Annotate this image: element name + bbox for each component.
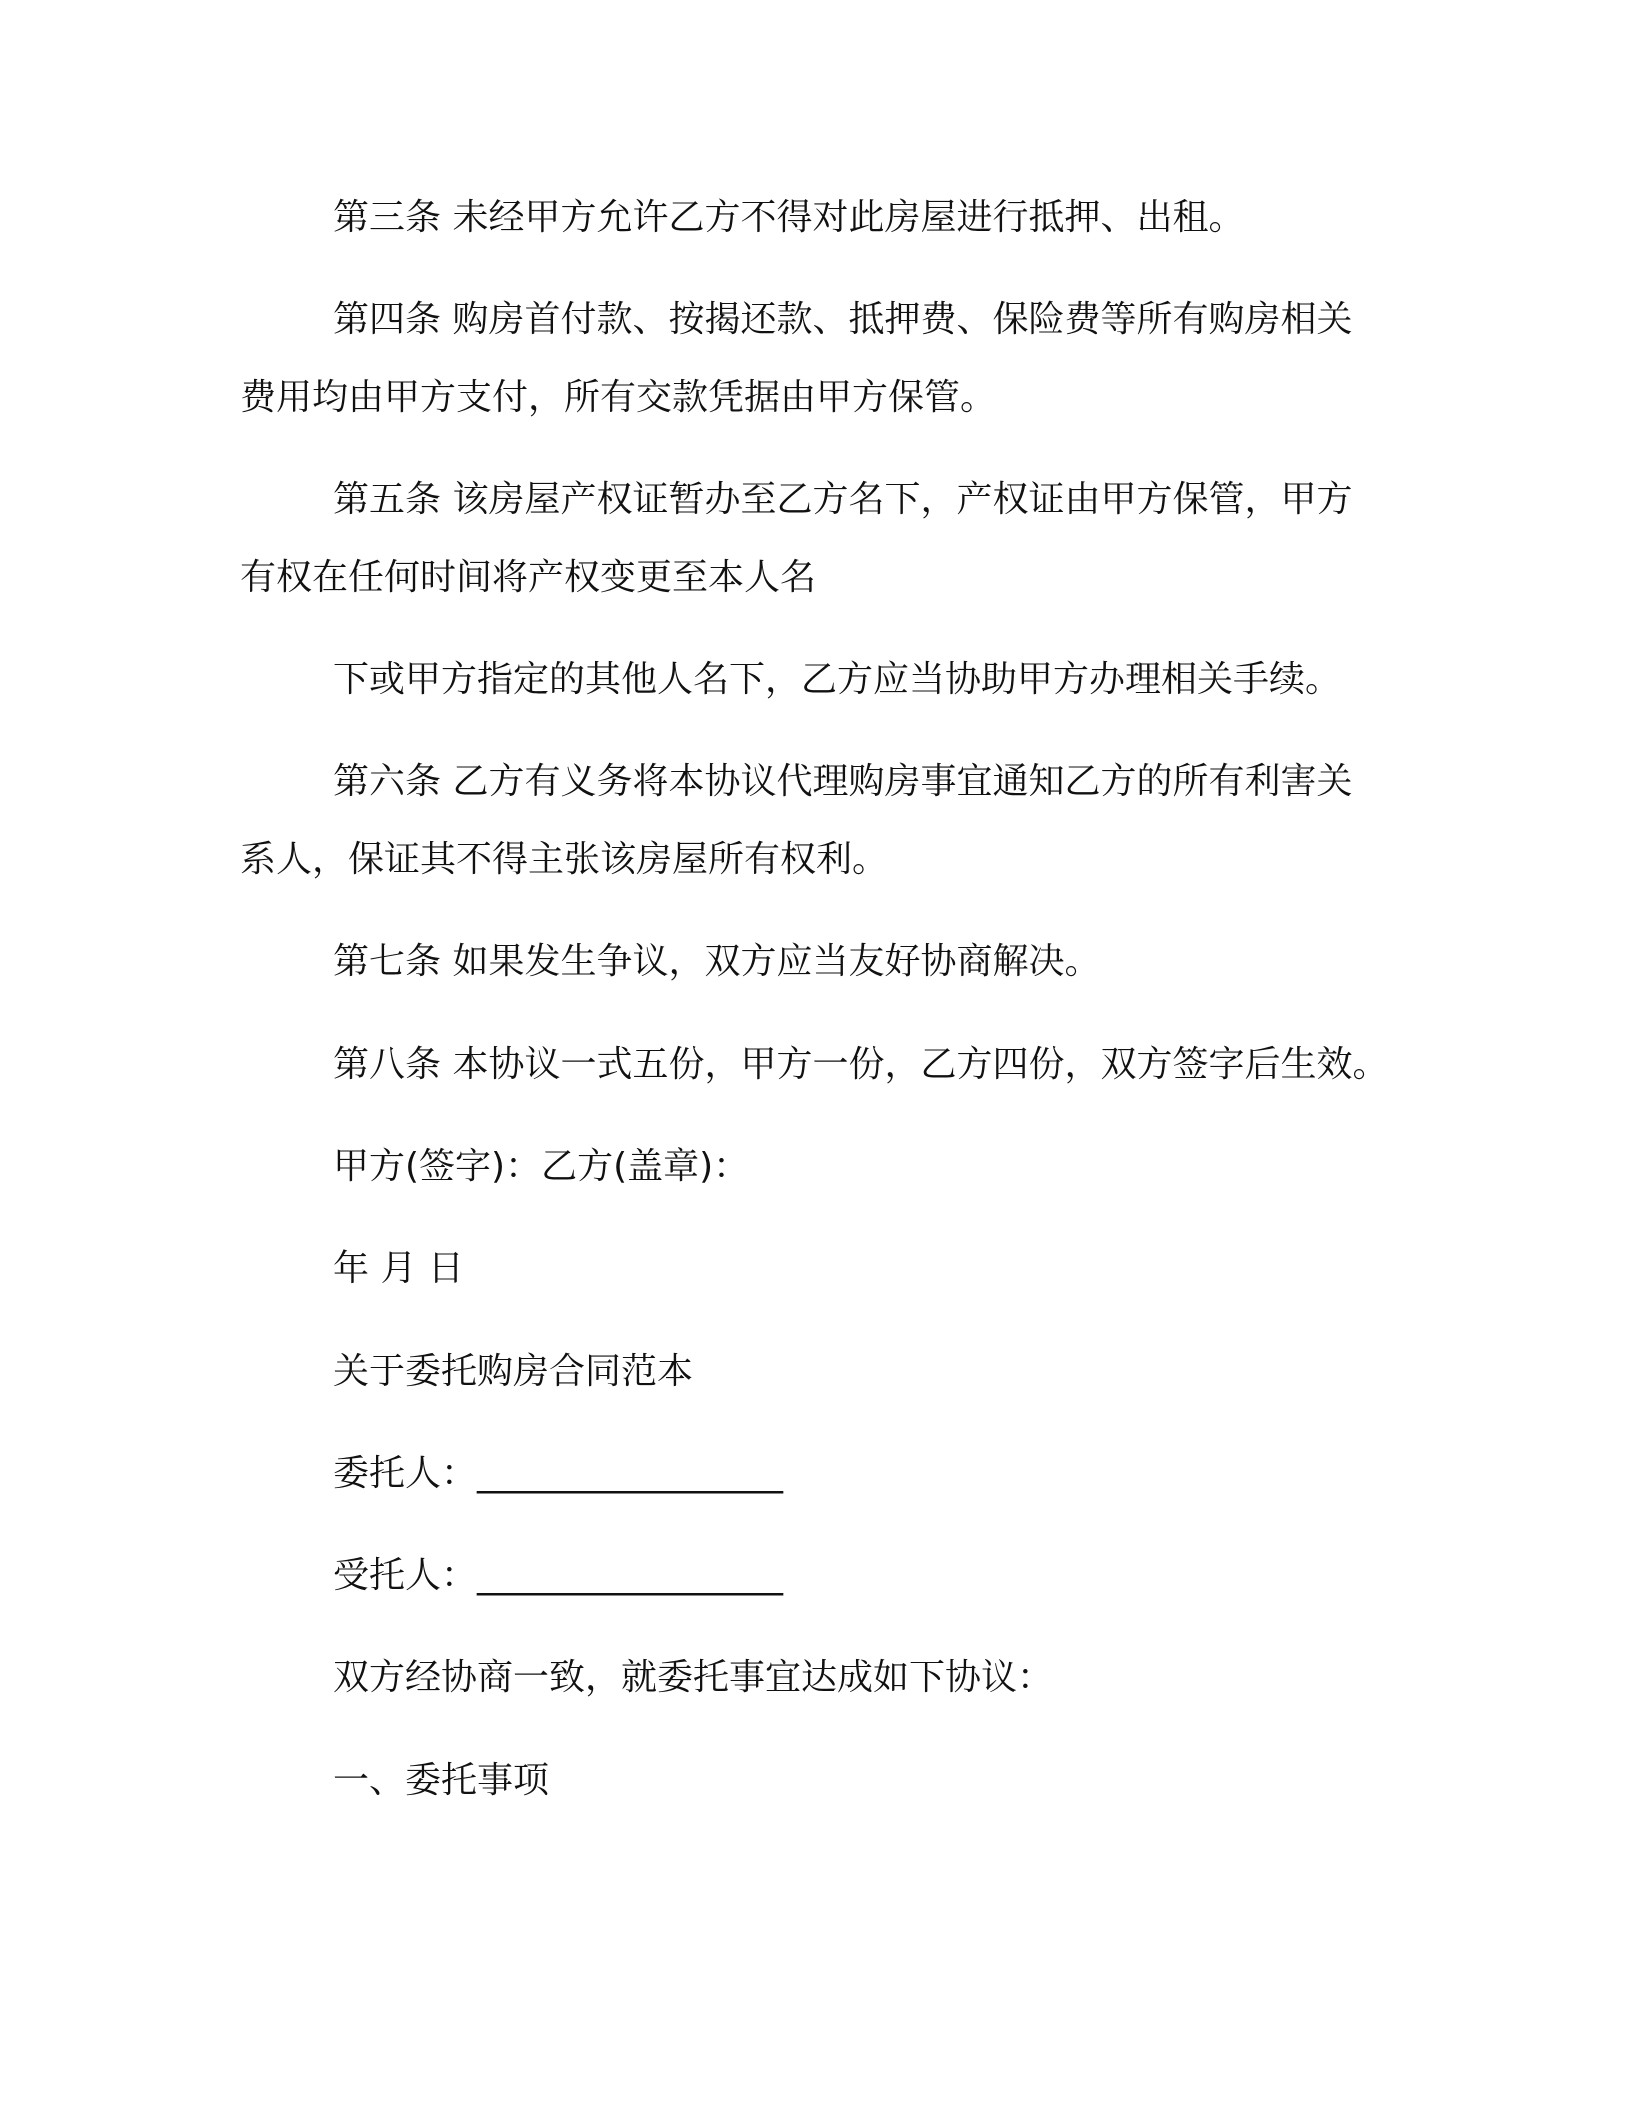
article-5-line-2: 有权在任何时间将产权变更至本人名: [240, 557, 817, 598]
date-line: 年 月 日: [333, 1248, 464, 1289]
article-3-line: 第三条 未经甲方允许乙方不得对此房屋进行抵押、出租。: [333, 197, 1245, 238]
section-1-heading: 一、委托事项: [333, 1760, 550, 1801]
article-8-line: 第八条 本协议一式五份，甲方一份，乙方四份，双方签字后生效。: [333, 1044, 1389, 1085]
signature-line: 甲方(签字)：乙方(盖章)：: [333, 1146, 750, 1187]
article-4-line-1: 第四条 购房首付款、按揭还款、抵押费、保险费等所有购房相关: [333, 299, 1353, 340]
contract-title: 关于委托购房合同范本: [333, 1351, 694, 1392]
principal-line: 委托人：_________________: [333, 1453, 784, 1494]
article-6-line-1: 第六条 乙方有义务将本协议代理购房事宜通知乙方的所有利害关: [333, 761, 1353, 802]
article-7-line: 第七条 如果发生争议，双方应当友好协商解决。: [333, 941, 1101, 982]
article-5-line-3: 下或甲方指定的其他人名下，乙方应当协助甲方办理相关手续。: [333, 659, 1342, 700]
agreement-intro-line: 双方经协商一致，就委托事宜达成如下协议：: [333, 1657, 1054, 1698]
agent-line: 受托人：_________________: [333, 1555, 784, 1596]
article-4-line-2: 费用均由甲方支付，所有交款凭据由甲方保管。: [240, 377, 997, 418]
article-5-line-1: 第五条 该房屋产权证暂办至乙方名下，产权证由甲方保管，甲方: [333, 479, 1353, 520]
article-6-line-2: 系人，保证其不得主张该房屋所有权利。: [240, 839, 889, 880]
